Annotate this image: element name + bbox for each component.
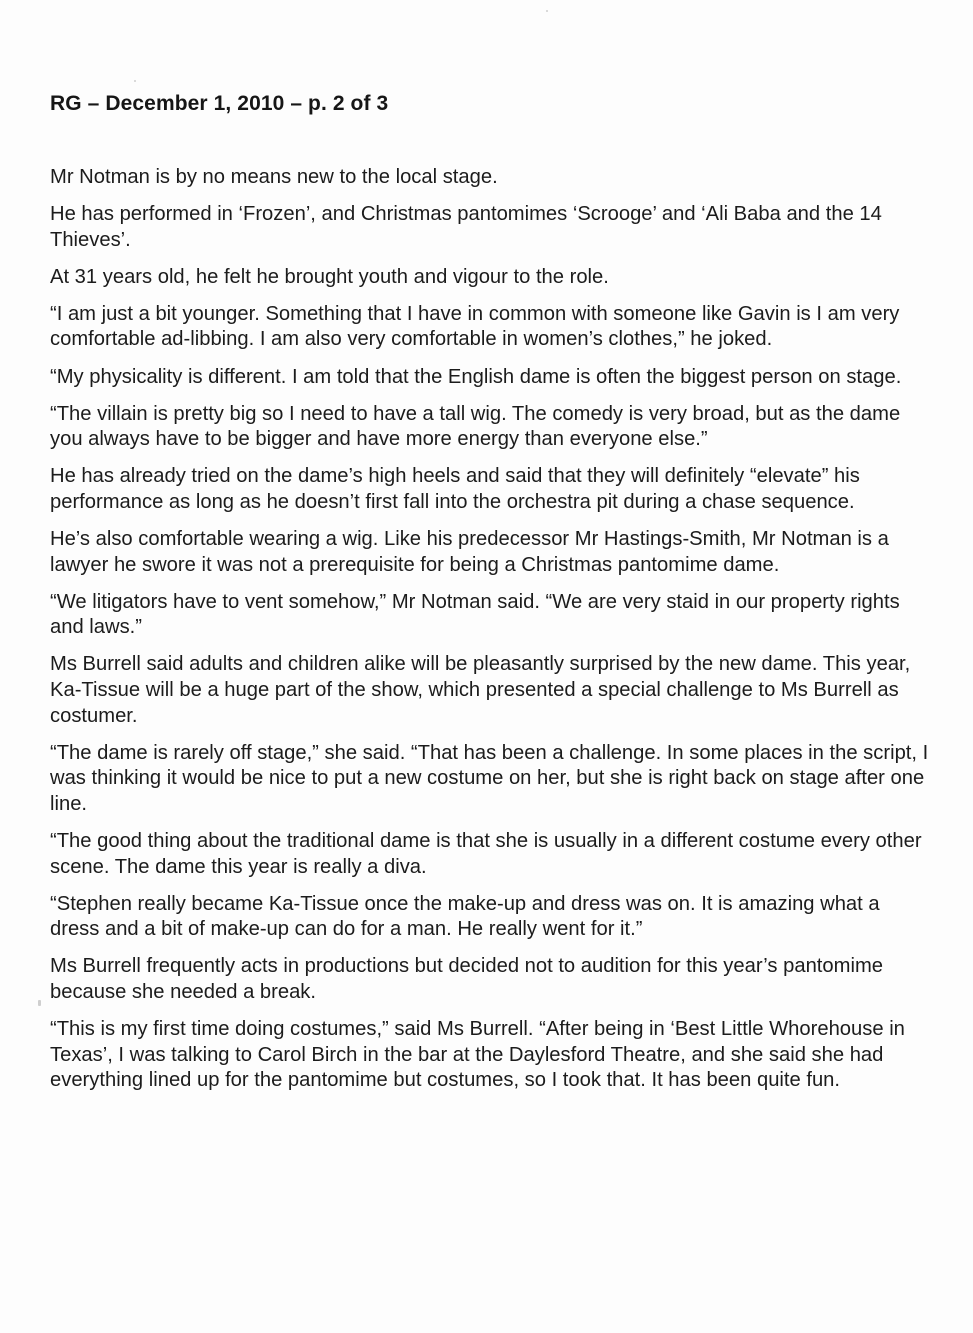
paragraph: “This is my first time doing costumes,” said Ms Burrell. “After being in ‘Best Little Whorehouse in Texas’, I was talking to Carol Birch in the bar at the Daylesford Theatre, and she said she had everything lined up for the pantomime but costumes, so I took that. It has been quite fun. [50,1018,905,1092]
paragraph: “The villain is pretty big so I need to have a tall wig. The comedy is very broad, but as the dame you always have to be bigger and have more energy than everyone else.” [50,402,901,451]
paragraph: At 31 years old, he felt he brought youth and vigour to the role. [50,265,609,288]
paragraph: Ms Burrell frequently acts in productions but decided not to audition for this year’s pantomime because she needed a break. [50,955,883,1003]
paragraph: “The dame is rarely off stage,” she said. “That has been a challenge. In some places in the script, I was thinking it would be nice to put a new costume on her, but she is right back on stage after one line. [50,741,929,815]
scan-speck [38,1000,41,1006]
scan-speck [134,80,136,82]
page-header: RG – December 1, 2010 – p. 2 of 3 [50,92,389,115]
paragraph: “We litigators have to vent somehow,” Mr Notman said. “We are very staid in our property rights and laws.” [50,590,900,639]
paragraph: He has already tried on the dame’s high heels and said that they will definitely “elevate” his performance as long as he doesn’t first fall into the orchestra pit during a chase sequence. [50,465,860,513]
paragraph: “I am just a bit younger. Something that I have in common with someone like Gavin is I am very comfortable ad-libbing. I am also very comfortable in women’s clothes,” he joked. [50,302,900,351]
scan-speck [546,10,548,12]
article-body [50,165,930,1105]
paragraph: He has performed in ‘Frozen’, and Christmas pantomimes ‘Scrooge’ and ‘Ali Baba and the 14 Thieves’. [50,203,882,251]
paragraph: “Stephen really became Ka-Tissue once the make-up and dress was on. It is amazing what a dress and a bit of make-up can do for a man. He really went for it.” [50,892,880,941]
paragraph: Ms Burrell said adults and children alike will be pleasantly surprised by the new dame. This year, Ka-Tissue will be a huge part of the show, which presented a special challenge to Ms Burrell as costumer. [50,653,911,727]
paragraph: “My physicality is different. I am told that the English dame is often the biggest person on stage. [50,365,902,388]
paragraph: “The good thing about the traditional dame is that she is usually in a different costume every other scene. The dame this year is really a diva. [50,829,922,878]
paragraph: He’s also comfortable wearing a wig. Like his predecessor Mr Hastings-Smith, Mr Notman is a lawyer he swore it was not a prerequisite for being a Christmas pantomime dame. [50,528,889,576]
paragraph: Mr Notman is by no means new to the local stage. [50,166,498,188]
